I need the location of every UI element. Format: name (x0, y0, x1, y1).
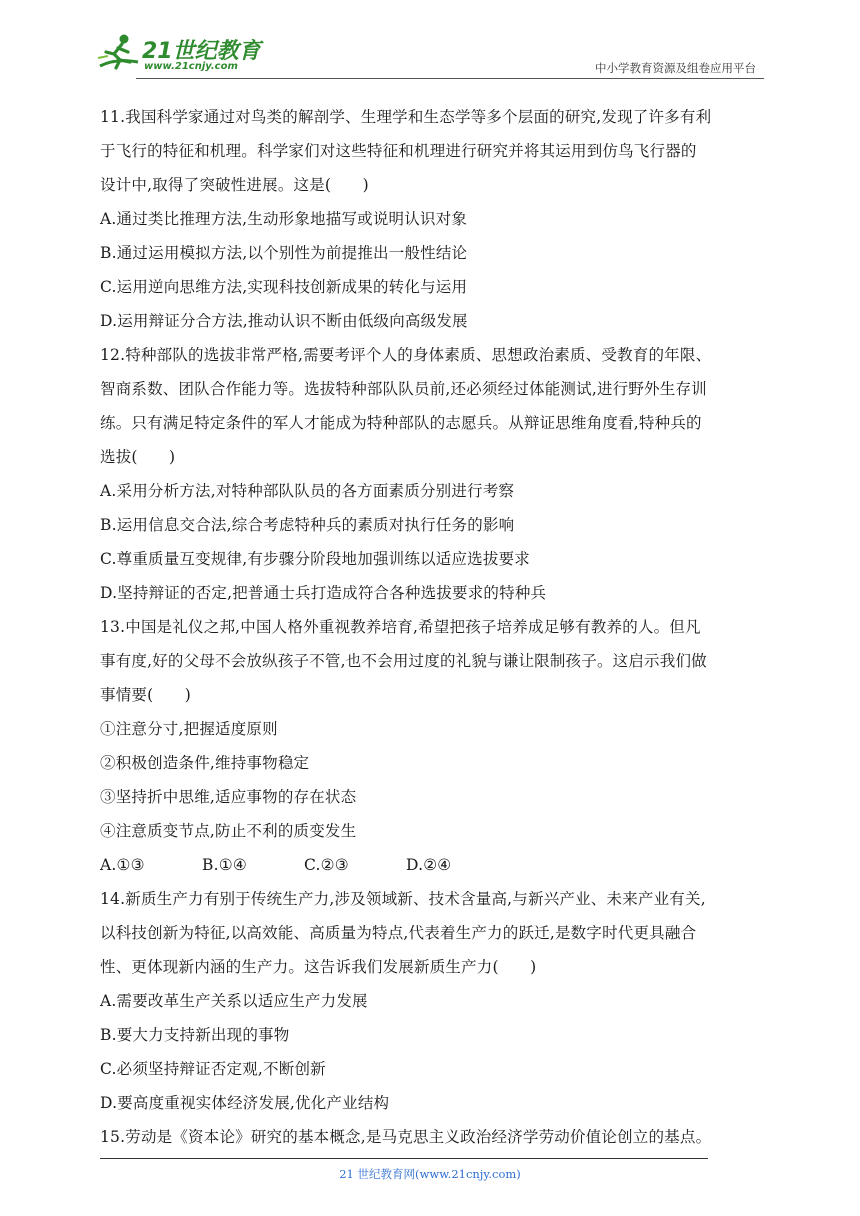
choice-c: C.②③ (304, 856, 349, 874)
option-a: A.采用分析方法,对特种部队队员的各方面素质分别进行考察 (100, 482, 515, 500)
question-13 (100, 610, 764, 882)
option-b: B.运用信息交合法,综合考虑特种兵的素质对执行任务的影响 (100, 516, 515, 534)
logo-url-text: www.21cnjy.com (144, 61, 238, 72)
question-stem-line: 于飞行的特征和机理。科学家们对这些特征和机理进行研究并将其运用到仿鸟飞行器的 (100, 142, 697, 160)
site-logo[interactable] (96, 28, 266, 78)
choice-d: D.②④ (406, 856, 452, 874)
question-stem-line: 事有度,好的父母不会放纵孩子不管,也不会用过度的礼貌与谦让限制孩子。这启示我们做 (100, 652, 707, 670)
question-stem-line: 练。只有满足特定条件的军人才能成为特种部队的志愿兵。从辩证思维角度看,特种兵的 (100, 414, 702, 432)
statement-1: ①注意分寸,把握适度原则 (100, 720, 278, 738)
question-stem-line: 选拔( ) (100, 448, 176, 466)
question-stem-line: 13.中国是礼仪之邦,中国人格外重视教养培育,希望把孩子培养成足够有教养的人。但凡 (100, 618, 701, 636)
question-stem-line: 14.新质生产力有别于传统生产力,涉及领域新、技术含量高,与新兴产业、未来产业有关, (100, 890, 706, 908)
question-stem-line: 以科技创新为特征,以高效能、高质量为特点,代表着生产力的跃迁,是数字时代更具融合 (100, 924, 697, 942)
statement-3: ③坚持折中思维,适应事物的存在状态 (100, 788, 357, 806)
choice-a: A.①③ (100, 856, 145, 874)
page-header (96, 28, 764, 80)
question-stem-line: 性、更体现新内涵的生产力。这告诉我们发展新质生产力( ) (100, 958, 537, 976)
choice-b: B.①④ (202, 856, 247, 874)
option-b: B.通过运用模拟方法,以个别性为前提推出一般性结论 (100, 244, 468, 262)
question-stem-line: 12.特种部队的选拔非常严格,需要考评个人的身体素质、思想政治素质、受教育的年限、 (100, 346, 712, 364)
option-c: C.尊重质量互变规律,有步骤分阶段地加强训练以适应选拔要求 (100, 550, 530, 568)
document-body (100, 100, 764, 1154)
choice-row (100, 848, 764, 882)
statement-2: ②积极创造条件,维持事物稳定 (100, 754, 310, 772)
statement-4: ④注意质变节点,防止不利的质变发生 (100, 822, 357, 840)
option-c: C.运用逆向思维方法,实现科技创新成果的转化与运用 (100, 278, 468, 296)
question-stem-line: 设计中,取得了突破性进展。这是( ) (100, 176, 369, 194)
question-15 (100, 1120, 764, 1154)
question-stem-line: 事情要( ) (100, 686, 191, 704)
question-12 (100, 338, 764, 610)
platform-name: 中小学教育资源及组卷应用平台 (595, 61, 756, 75)
question-11 (100, 100, 764, 338)
option-c: C.必须坚持辩证否定观,不断创新 (100, 1060, 326, 1078)
option-b: B.要大力支持新出现的事物 (100, 1026, 290, 1044)
option-d: D.坚持辩证的否定,把普通士兵打造成符合各种选拔要求的特种兵 (100, 584, 547, 602)
option-a: A.通过类比推理方法,生动形象地描写或说明认识对象 (100, 210, 468, 228)
option-a: A.需要改革生产关系以适应生产力发展 (100, 992, 368, 1010)
runner-logo-icon (96, 32, 142, 74)
option-d: D.要高度重视实体经济发展,优化产业结构 (100, 1094, 390, 1112)
option-d: D.运用辩证分合方法,推动认识不断由低级向高级发展 (100, 312, 468, 330)
header-divider (136, 78, 764, 79)
footer-divider (100, 1158, 708, 1159)
question-stem-line: 15.劳动是《资本论》研究的基本概念,是马克思主义政治经济学劳动价值论创立的基点。 (100, 1128, 712, 1146)
question-stem-line: 智商系数、团队合作能力等。选拔特种部队队员前,还必须经过体能测试,进行野外生存训 (100, 380, 707, 398)
page-footer[interactable]: 21 世纪教育网(www.21cnjy.com) (339, 1167, 521, 1181)
question-stem-line: 11.我国科学家通过对鸟类的解剖学、生理学和生态学等多个层面的研究,发现了许多有利 (100, 108, 712, 126)
question-14 (100, 882, 764, 1120)
logo-main-text: 21世纪教育 (142, 39, 261, 64)
